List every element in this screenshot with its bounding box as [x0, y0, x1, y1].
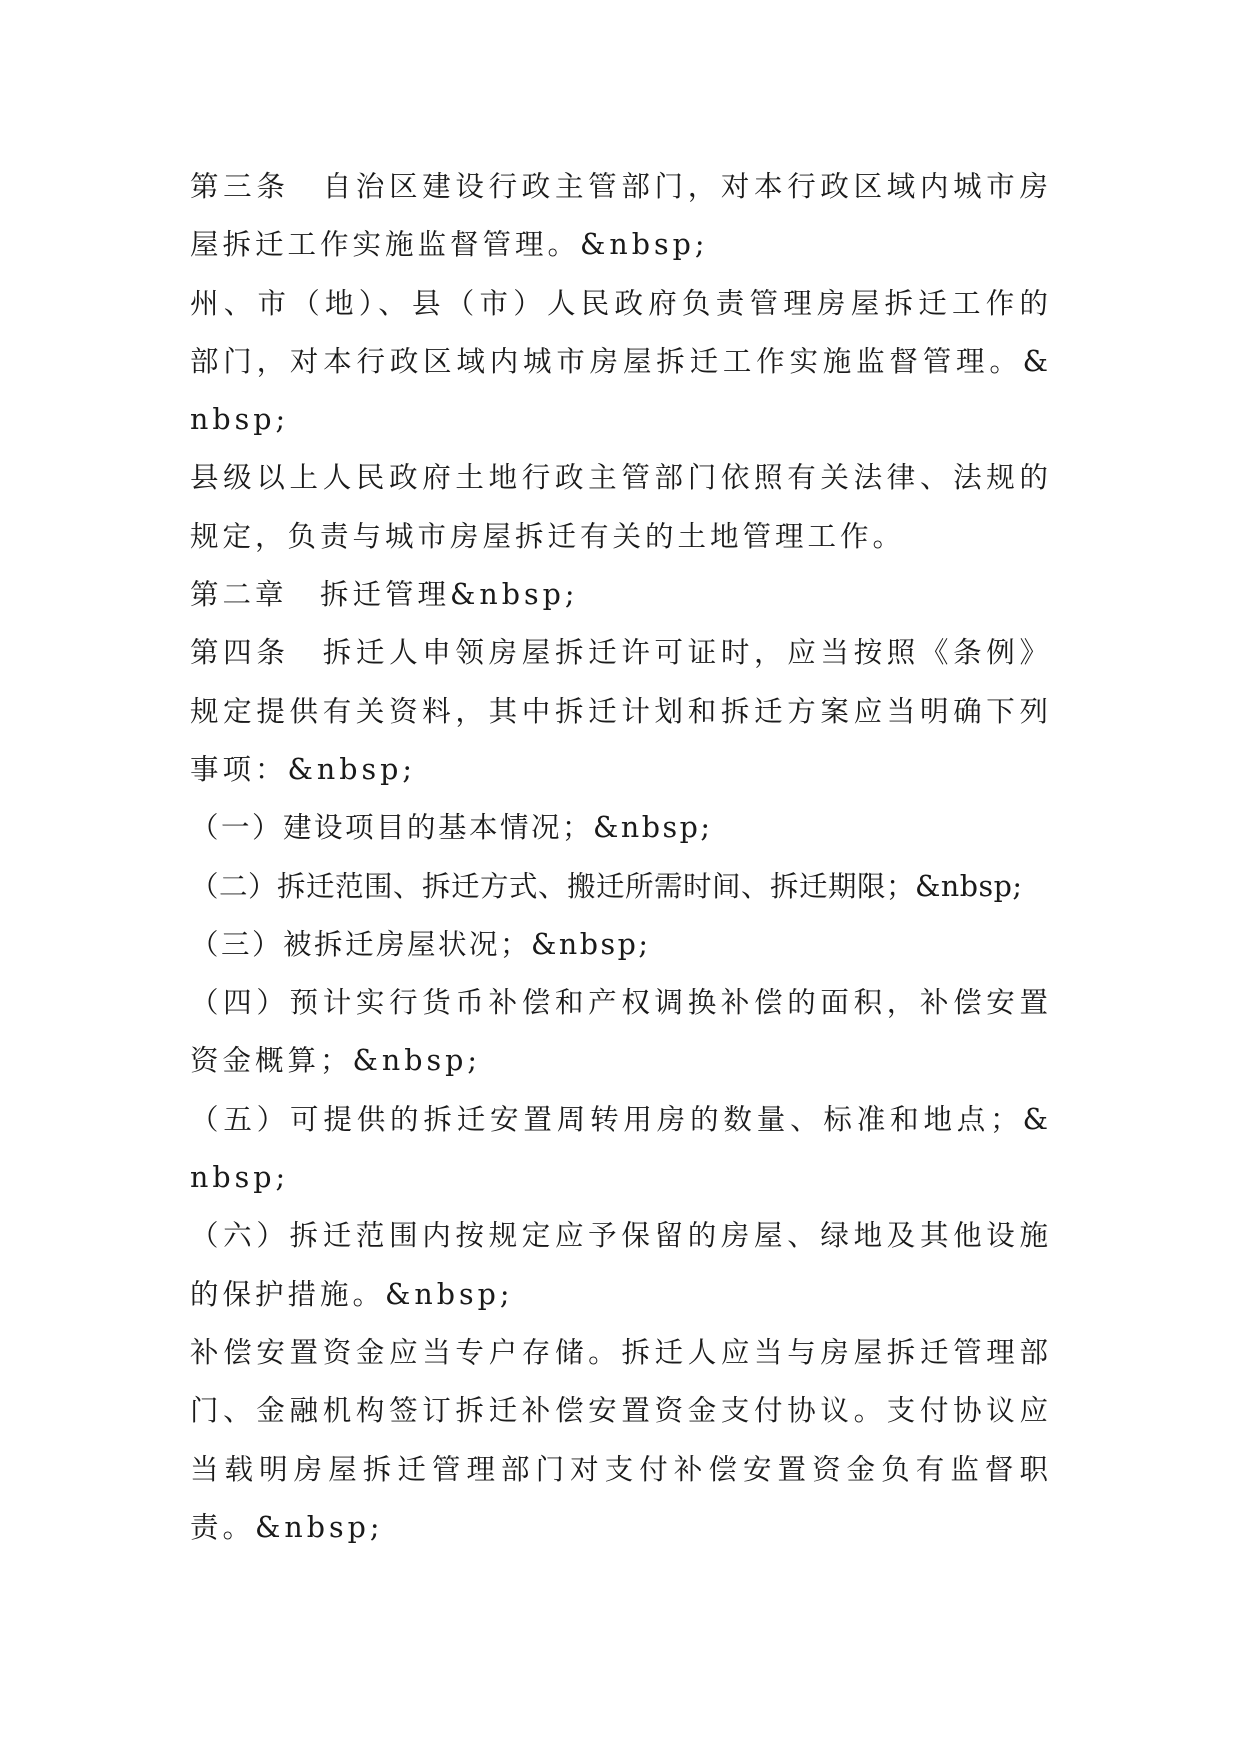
article-4-item-2: （二）拆迁范围、拆迁方式、搬迁所需时间、拆迁期限；&nbsp;: [190, 869, 1023, 903]
article-4-item-3: （三）被拆迁房屋状况；&nbsp;: [190, 927, 651, 961]
document-page: [190, 158, 1052, 1557]
article-3-paragraph-1: 第三条 自治区建设行政主管部门，对本行政区域内城市房屋拆迁工作实施监督管理。&nbsp;: [190, 170, 1052, 262]
article-4-paragraph-1: 第四条 拆迁人申领房屋拆迁许可证时，应当按照《条例》规定提供有关资料，其中拆迁计划和拆迁方案应当明确下列事项：&nbsp;: [190, 636, 1052, 786]
article-4-item-4: （四）预计实行货币补偿和产权调换补偿的面积，补偿安置资金概算；&nbsp;: [190, 986, 1052, 1078]
article-4-item-6: （六）拆迁范围内按规定应予保留的房屋、绿地及其他设施的保护措施。&nbsp;: [190, 1219, 1052, 1311]
chapter-2-heading: 第二章 拆迁管理&nbsp;: [190, 578, 579, 612]
article-4-paragraph-2: 补偿安置资金应当专户存储。拆迁人应当与房屋拆迁管理部门、金融机构签订拆迁补偿安置资金支付协议。支付协议应当载明房屋拆迁管理部门对支付补偿安置资金负有监督职责。&nbsp;: [190, 1335, 1052, 1544]
article-3-paragraph-2: 州、市（地）、县（市）人民政府负责管理房屋拆迁工作的部门，对本行政区域内城市房屋拆迁工作实施监督管理。&nbsp;: [190, 286, 1052, 437]
article-4-item-1: （一）建设项目的基本情况；&nbsp;: [190, 811, 713, 845]
article-4-item-5: （五）可提供的拆迁安置周转用房的数量、标准和地点；&nbsp;: [190, 1102, 1052, 1195]
article-3-paragraph-3: 县级以上人民政府土地行政主管部门依照有关法律、法规的规定，负责与城市房屋拆迁有关的土地管理工作。: [190, 461, 1052, 553]
